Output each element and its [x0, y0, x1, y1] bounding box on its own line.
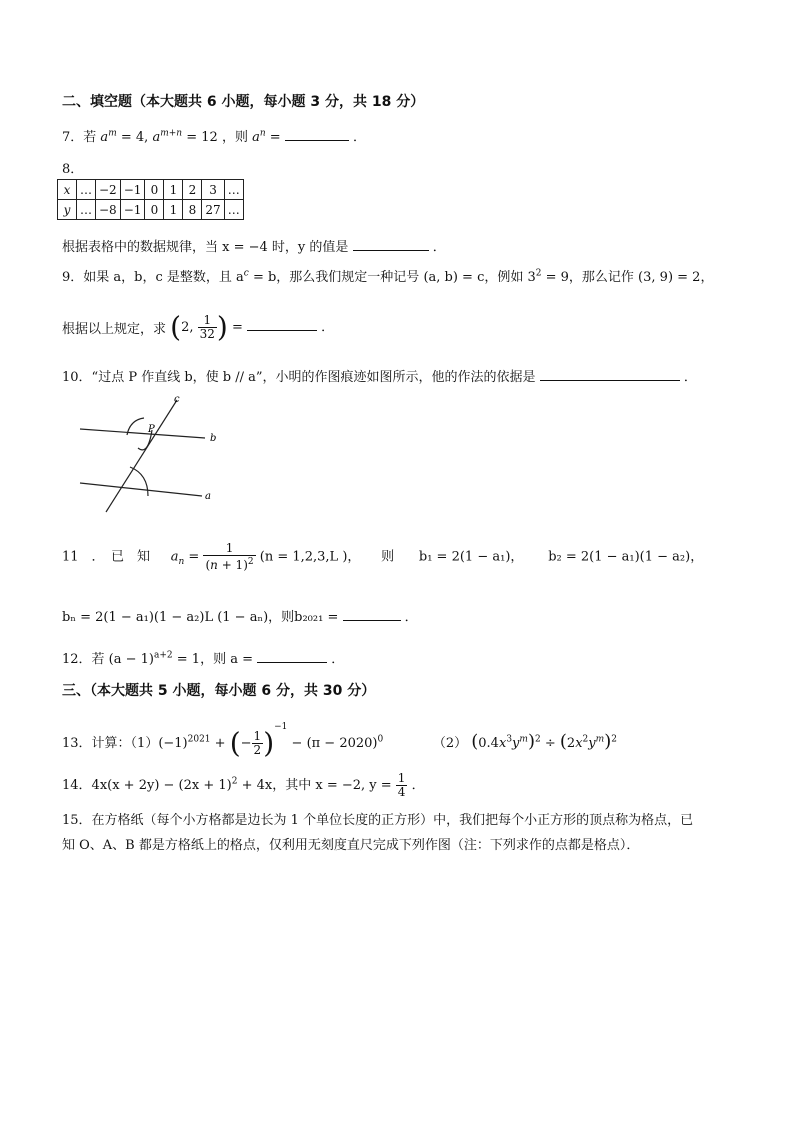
line-c: [106, 400, 177, 512]
label-c: c: [174, 394, 180, 405]
table-cell: …: [224, 200, 243, 220]
section-3-title: 三、（本大题共 5 小题，每小题 6 分，共 30 分）: [62, 683, 376, 699]
answer-blank-12[interactable]: [257, 650, 327, 663]
question-15-line1: 15．在方格纸（每个小方格都是边长为 1 个单位长度的正方形）中，我们把每个小正方形的顶点称为格点，已: [62, 813, 694, 828]
table-cell: 2: [183, 180, 202, 200]
table-cell: 0: [145, 180, 164, 200]
table-cell: 3: [202, 180, 224, 200]
table-cell: 8: [183, 200, 202, 220]
arc-lower: [130, 467, 148, 496]
question-11-line2: bₙ = 2(1 − a₁)(1 − a₂)L (1 − aₙ)，则b₂₀₂₁ = ．: [62, 610, 418, 625]
question-8-number: 8．: [62, 162, 84, 177]
question-9-line2: 根据以上规定，求 (2, $\frac{1}{32}$ ) = ．: [62, 310, 335, 344]
question-7: 7．若 $a^m = 4$, $a^{m+n} = 12$ ，则 $a^n$ = ．: [62, 128, 366, 145]
table-row: [58, 180, 244, 200]
table-cell: x: [58, 180, 77, 200]
table-cell: −8: [96, 200, 121, 220]
table-cell: y: [58, 200, 77, 220]
section-2-title: 二、填空题（本大题共 6 小题，每小题 3 分，共 18 分）: [62, 94, 425, 110]
table-cell: −1: [120, 180, 145, 200]
construction-figure: [70, 392, 230, 517]
table-cell: 0: [145, 200, 164, 220]
line-a: [80, 483, 202, 496]
question-12: 12．若 $(a - 1)^{a+2} = 1$，则 a = ．: [62, 650, 345, 667]
question-10: 10．“过点 P 作直线 b，使 b // a”，小明的作图痕迹如图所示，他的作法的依据是 ．: [62, 370, 697, 385]
answer-blank-9[interactable]: [247, 318, 317, 331]
label-p: P: [148, 424, 155, 435]
table-cell: 1: [164, 200, 183, 220]
table-cell: 27: [202, 200, 224, 220]
table-cell: …: [224, 180, 243, 200]
question-15-line2: 知 O、A、B 都是方格纸上的格点，仅利用无刻度直尺完成下列作图（注：下列求作的点都是格点）．: [62, 838, 640, 853]
question-13: 13．计算：$(1)(-1)^{2021}$ + (− $\frac{1}{2}$ )$^{-1} - (\pi - 2020)^0$ （2） $(0.4x^3y^m)^2 \div (2x^2y^m)^2$: [62, 722, 617, 760]
question-9-line1: 9．如果 a，b，c 是整数，且 $a^c = b$，那么我们规定一种记号 (a, b) = c，例如 $3^2 = 9$，那么记作 (3, 9) = 2，: [62, 268, 714, 285]
question-14: 14．$4x(x + 2y) - (2x + 1)^2 + 4x$，其中 x = −2, y = $\frac{1}{4}$ ．: [62, 771, 425, 799]
table-cell: −2: [96, 180, 121, 200]
line-b: [80, 429, 205, 438]
answer-blank-10[interactable]: [540, 368, 680, 381]
question-11-line1: 11 ． 已 知 $a_n$ = $\frac{1}{(n + 1)^2}$ (n = 1,2,3,L )， 则 b₁ = 2(1 − a₁)， b₂ = 2(1 − a₁)(1 − a₂)，: [62, 541, 704, 572]
table-row: [58, 200, 244, 220]
table-cell: …: [77, 200, 96, 220]
label-b: b: [210, 433, 217, 444]
answer-blank-11[interactable]: [343, 608, 401, 621]
label-a: a: [205, 491, 211, 502]
question-8-table: [57, 179, 244, 220]
table-cell: −1: [120, 200, 145, 220]
table-cell: …: [77, 180, 96, 200]
answer-blank-8[interactable]: [353, 238, 429, 251]
table-cell: 1: [164, 180, 183, 200]
question-8-text: 根据表格中的数据规律，当 x = −4 时，y 的值是 ．: [62, 240, 446, 255]
answer-blank-7[interactable]: [285, 128, 349, 141]
